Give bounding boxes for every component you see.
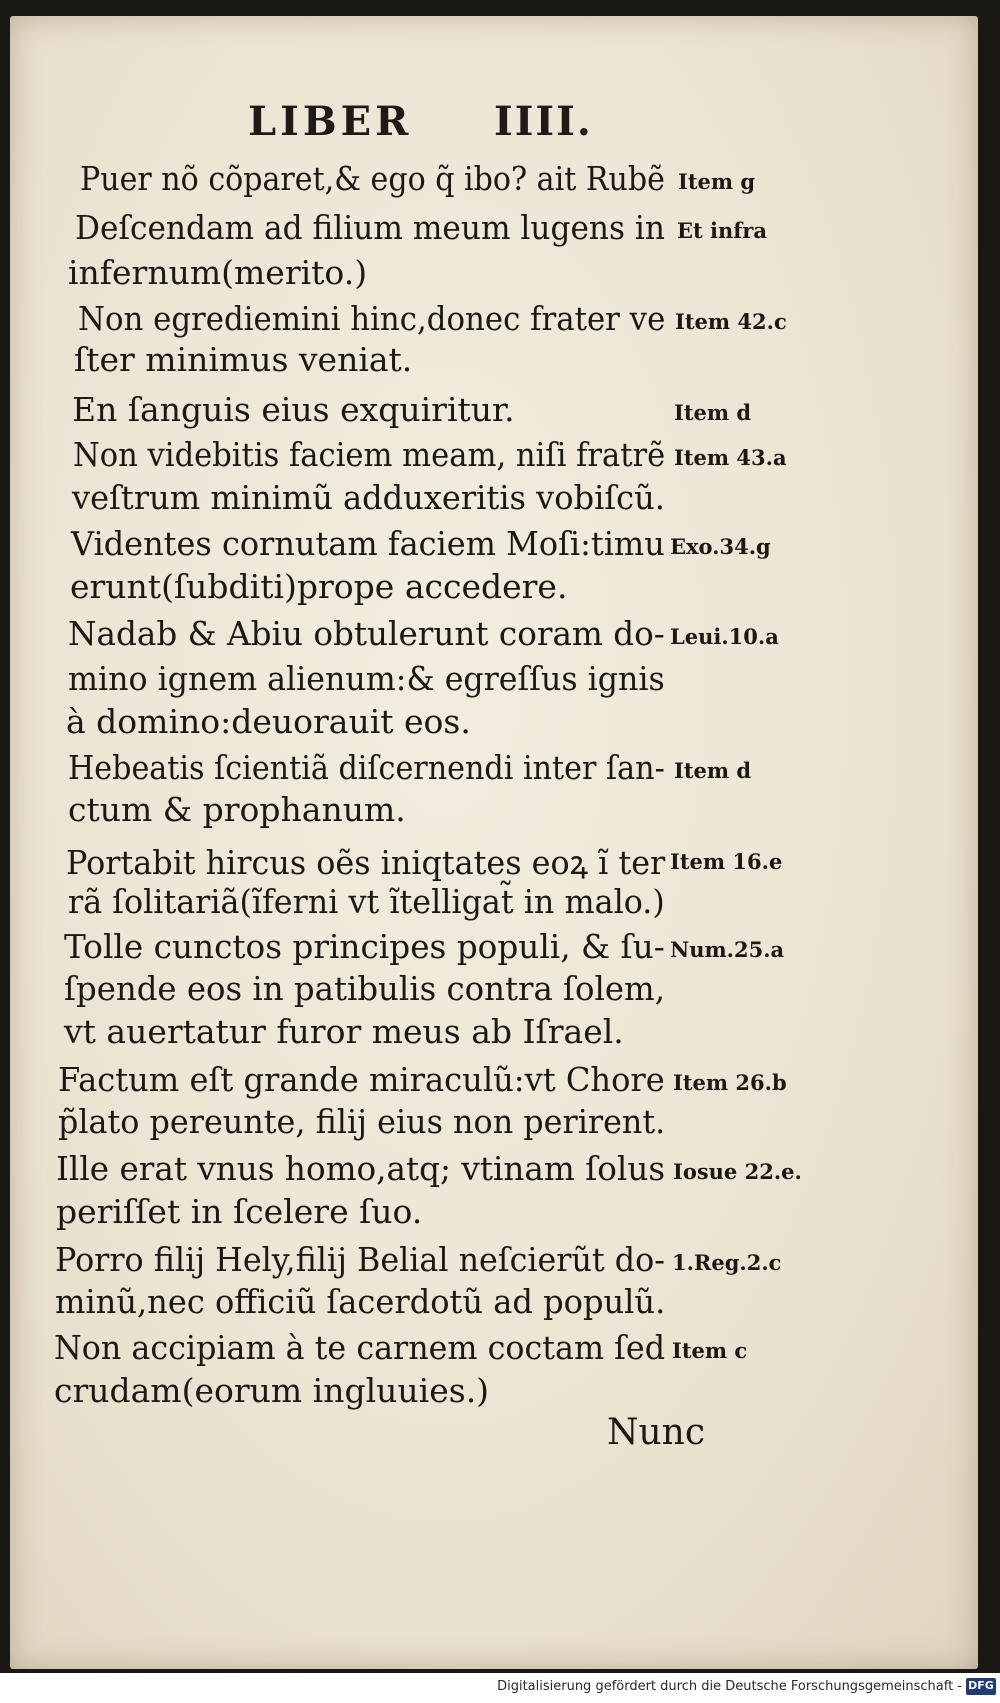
line-text: Videntes cornutam faciem Moſi:timu xyxy=(71,524,665,563)
line-text: rã ſolitariã(ĩferni vt ĩtelligat̃ in malo.) xyxy=(68,882,665,921)
line-text: Portabit hircus oẽs iniqtates eoꝝ ĩ ter xyxy=(66,843,666,882)
book-page xyxy=(10,16,978,1669)
text-line xyxy=(10,839,978,885)
text-line xyxy=(10,614,978,660)
marginal-reference: Num.25.a xyxy=(670,937,785,962)
text-line xyxy=(10,478,978,524)
text-line xyxy=(10,702,978,748)
text-line xyxy=(10,882,978,928)
marginal-reference: Leui.10.a xyxy=(670,624,779,649)
text-line xyxy=(10,159,978,205)
text-line xyxy=(10,1328,978,1374)
line-text: crudam(eorum ingluuies.) xyxy=(54,1371,490,1410)
line-text: Nadab & Abiu obtulerunt coram do- xyxy=(68,614,665,653)
line-text: Factum eſt grande miraculũ:vt Chore xyxy=(58,1060,665,1099)
text-line xyxy=(10,1240,978,1286)
line-text: infernum(merito.) xyxy=(68,253,368,292)
line-text: veſtrum minimũ adduxeritis vobiſcũ. xyxy=(72,478,665,517)
line-text: Non egrediemini hinc,donec frater ve xyxy=(78,299,666,338)
dfg-logo-text: DFG xyxy=(968,1679,994,1692)
line-text: Hebeatis ſcientiã diſcernendi inter ſan- xyxy=(68,748,665,787)
marginal-reference: Item 42.c xyxy=(675,309,787,334)
line-text: Ille erat vnus homo,atq; vtinam ſolus xyxy=(56,1149,666,1188)
line-text: Puer nõ cõparet,& ego q̃ ibo? ait Rubẽ xyxy=(80,159,665,198)
text-line xyxy=(10,299,978,345)
text-line xyxy=(10,1149,978,1195)
marginal-reference: Et infra xyxy=(677,218,767,243)
text-line xyxy=(10,790,978,836)
digitization-credit-bar xyxy=(0,1673,1000,1703)
catchword: Nunc xyxy=(607,1412,706,1453)
marginal-reference: Item d xyxy=(674,400,752,425)
line-text: Non videbitis faciem meam, niſi fratrẽ xyxy=(73,435,666,474)
line-text: erunt(ſubditi)prope accedere. xyxy=(70,567,568,606)
marginal-reference: Item 43.a xyxy=(674,445,787,470)
line-text: ſter minimus veniat. xyxy=(74,340,413,379)
line-text: ctum & prophanum. xyxy=(68,790,406,829)
line-text: ſpende eos in patibulis contra ſolem, xyxy=(64,969,666,1008)
marginal-reference: Item c xyxy=(672,1338,748,1363)
line-text: à domino:deuorauit eos. xyxy=(66,702,471,741)
text-line xyxy=(10,253,978,299)
marginal-reference: Item g xyxy=(678,169,756,194)
marginal-reference: Item 16.e xyxy=(670,849,783,874)
digitization-credit: Digitalisierung gefördert durch die Deutsche Forschungsgemeinschaft - xyxy=(497,1679,962,1694)
line-text: periſſet in ſcelere ſuo. xyxy=(56,1192,423,1231)
marginal-reference: 1.Reg.2.c xyxy=(672,1250,782,1275)
marginal-reference: Item d xyxy=(674,758,752,783)
text-line xyxy=(10,1282,978,1328)
dfg-logo xyxy=(966,1678,996,1695)
text-line xyxy=(10,1012,978,1058)
line-text: En ſanguis eius exquiritur. xyxy=(72,390,515,429)
line-text: minũ,nec officiũ ſacerdotũ ad populũ. xyxy=(55,1282,666,1321)
line-text: Deſcendam ad filium meum lugens in xyxy=(75,208,665,247)
marginal-reference: Iosue 22.e. xyxy=(673,1159,802,1184)
text-line xyxy=(10,340,978,386)
line-text: p̃lato pereunte, filij eius non perirent. xyxy=(58,1102,666,1141)
line-text: Porro filij Hely,filij Belial neſcierũt do- xyxy=(55,1240,665,1279)
text-line xyxy=(10,1371,978,1417)
text-line xyxy=(10,659,978,705)
text-line xyxy=(10,1060,978,1106)
text-line xyxy=(10,1102,978,1148)
marginal-reference: Item 26.b xyxy=(673,1070,787,1095)
text-line xyxy=(10,435,978,481)
text-line xyxy=(10,524,978,570)
text-line xyxy=(10,748,978,794)
text-line xyxy=(10,927,978,973)
marginal-reference: Exo.34.g xyxy=(670,534,771,559)
running-head-title: LIBER xyxy=(248,98,413,145)
line-text: Non accipiam à te carnem coctam ſed xyxy=(54,1328,666,1367)
text-line xyxy=(10,390,978,436)
text-line xyxy=(10,567,978,613)
line-text: mino ignem alienum:& egreſſus ignis xyxy=(68,659,665,698)
text-line xyxy=(10,969,978,1015)
text-line xyxy=(10,1192,978,1238)
running-head-book-number: IIII. xyxy=(494,98,593,145)
line-text: vt auertatur furor meus ab Iſrael. xyxy=(64,1012,624,1051)
line-text: Tolle cunctos principes populi, & ſu- xyxy=(64,927,665,966)
text-line xyxy=(10,208,978,254)
